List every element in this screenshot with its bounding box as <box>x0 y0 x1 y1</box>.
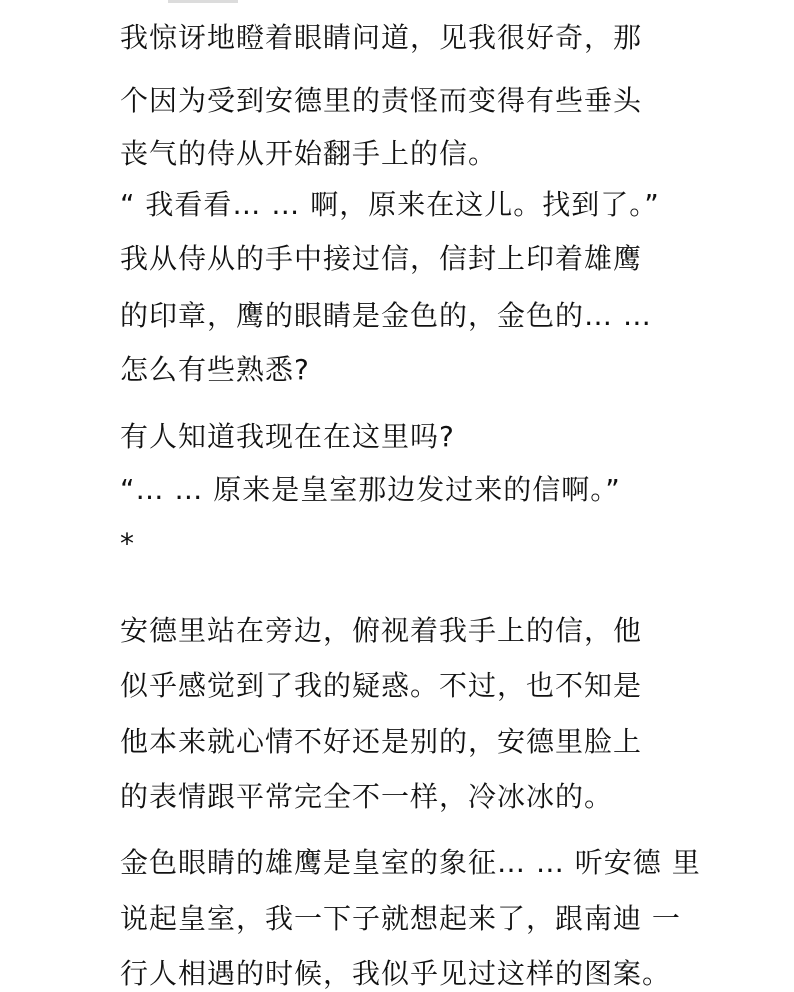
text-line: “… … 原来是皇室那边发过来的信啊。” <box>120 473 621 506</box>
text-line: 行人相遇的时候，我似乎见过这样的图案。 <box>120 957 672 990</box>
top-edge-fragment <box>168 0 238 3</box>
text-line: 安德里站在旁边，俯视着我手上的信，他 <box>120 614 643 647</box>
text-line: 金色眼睛的雄鹰是皇室的象征… … 听安德 里 <box>120 846 701 879</box>
text-line: * <box>120 527 135 560</box>
text-line: 我从侍从的手中接过信，信封上印着雄鹰 <box>120 242 643 275</box>
text-line: “ 我看看… … 啊，原来在这儿。找到了。” <box>120 188 660 221</box>
text-line: 的印章，鹰的眼睛是金色的，金色的… … <box>120 299 652 332</box>
text-line: 丧气的侍从开始翻手上的信。 <box>120 137 498 170</box>
text-line: 的表情跟平常完全不一样，冷冰冰的。 <box>120 780 614 813</box>
text-line: 似乎感觉到了我的疑惑。不过，也不知是 <box>120 669 643 702</box>
text-line: 有人知道我现在在这里吗? <box>120 420 455 453</box>
text-line: 我惊讶地瞪着眼睛问道，见我很好奇，那 <box>120 21 643 54</box>
text-line: 他本来就心情不好还是别的，安德里脸上 <box>120 725 643 758</box>
text-line: 怎么有些熟悉? <box>120 353 310 386</box>
text-line: 个因为受到安德里的责怪而变得有些垂头 <box>120 84 643 117</box>
text-line: 说起皇室，我一下子就想起来了，跟南迪 一 <box>120 902 681 935</box>
